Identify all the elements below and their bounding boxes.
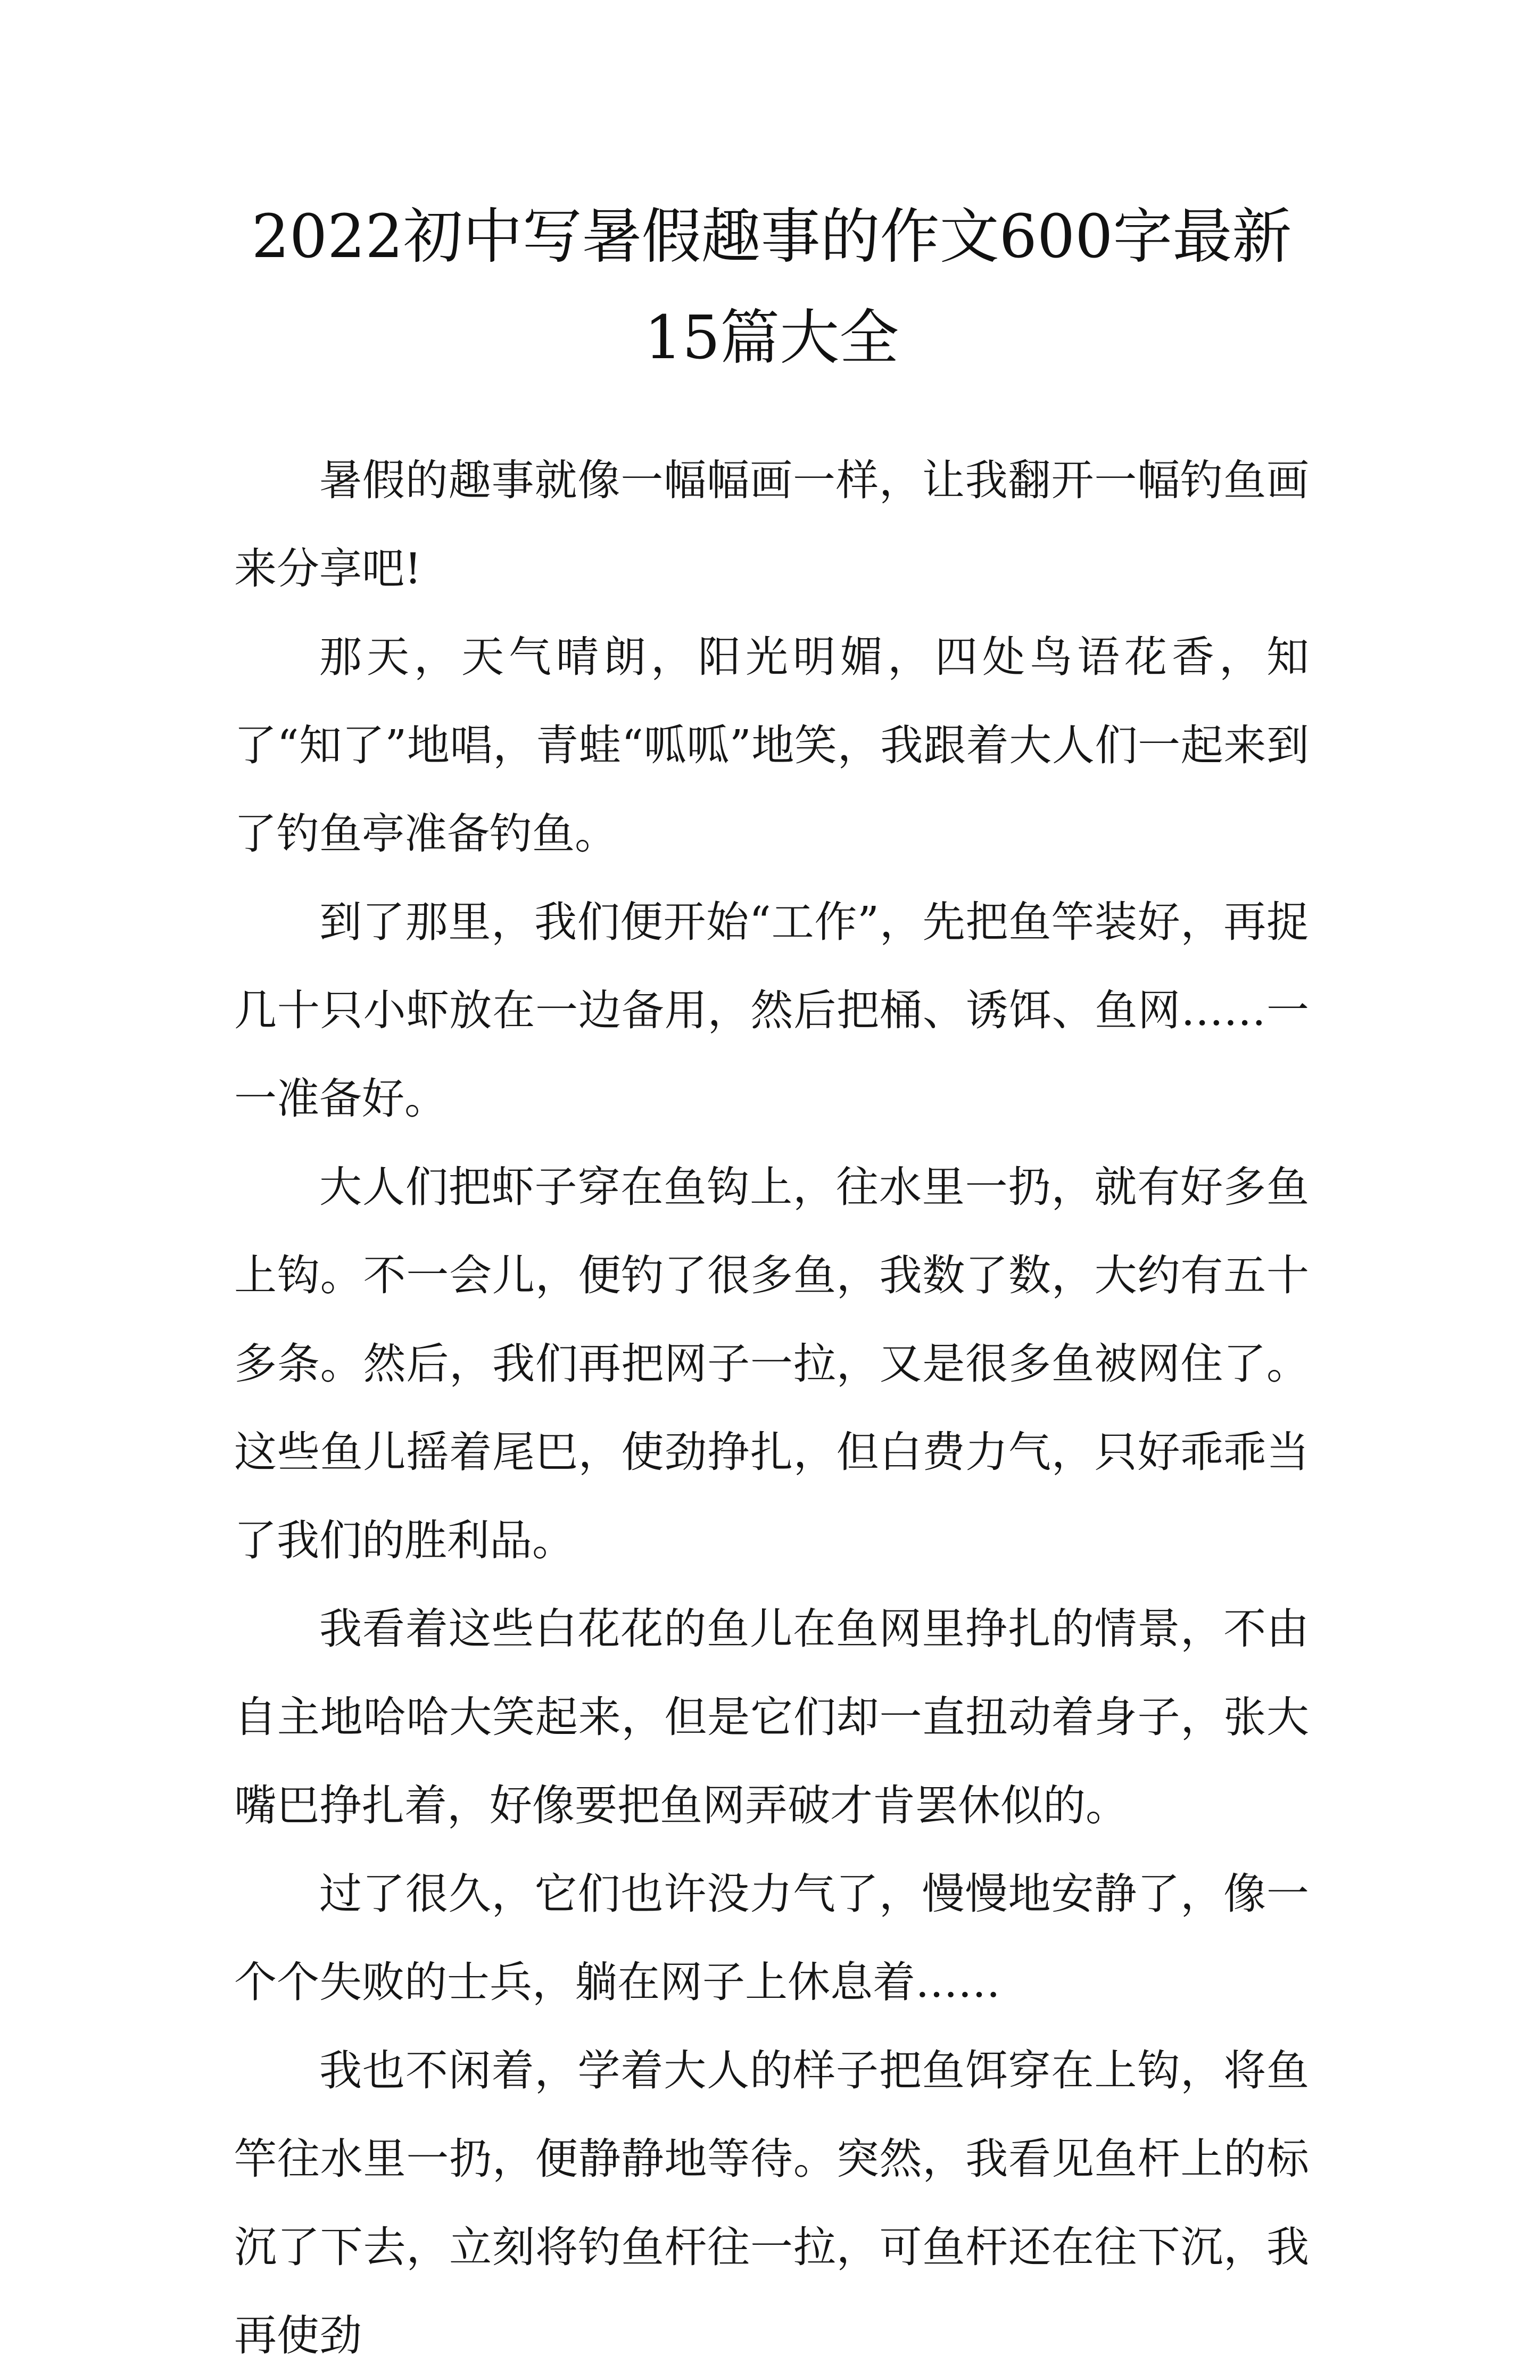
paragraph-6: 过了很久，它们也许没力气了，慢慢地安静了，像一个个失败的士兵，躺在网子上休息着…… (234, 1869, 1309, 2007)
paragraph-3: 到了那里，我们便开始“工作”，先把鱼竿装好，再捉几十只小虾放在一边备用，然后把桶、诱饵、鱼网……一一准备好。 (234, 897, 1309, 1123)
paragraph-1: 暑假的趣事就像一幅幅画一样，让我翻开一幅钓鱼画来分享吧! (234, 456, 1309, 593)
paragraph-5: 我看着这些白花花的鱼儿在鱼网里挣扎的情景，不由自主地哈哈大笑起来，但是它们却一直扭动着身子，张大嘴巴挣扎着，好像要把鱼网弄破才肯罢休似的。 (234, 1604, 1309, 1830)
document-body (234, 436, 1309, 2380)
paragraph-2: 那天，天气晴朗，阳光明媚，四处鸟语花香，知了“知了”地唱，青蛙“呱呱”地笑，我跟着大人们一起来到了钓鱼亭准备钓鱼。 (234, 632, 1309, 858)
paragraph-4: 大人们把虾子穿在鱼钩上，往水里一扔，就有好多鱼上钩。不一会儿，便钓了很多鱼，我数了数，大约有五十多条。然后，我们再把网子一拉，又是很多鱼被网住了。这些鱼儿摇着尾巴，使劲挣扎，但白费力气，只好乖乖当了我们的胜利品。 (234, 1162, 1309, 1565)
document-title: 2022初中写暑假趣事的作文600字最新15篇大全 (251, 202, 1292, 373)
paragraph-7: 我也不闲着，学着大人的样子把鱼饵穿在上钩，将鱼竿往水里一扔，便静静地等待。突然，我看见鱼杆上的标沉了下去，立刻将钓鱼杆往一拉，可鱼杆还在往下沉，我再使劲 (234, 2046, 1309, 2360)
